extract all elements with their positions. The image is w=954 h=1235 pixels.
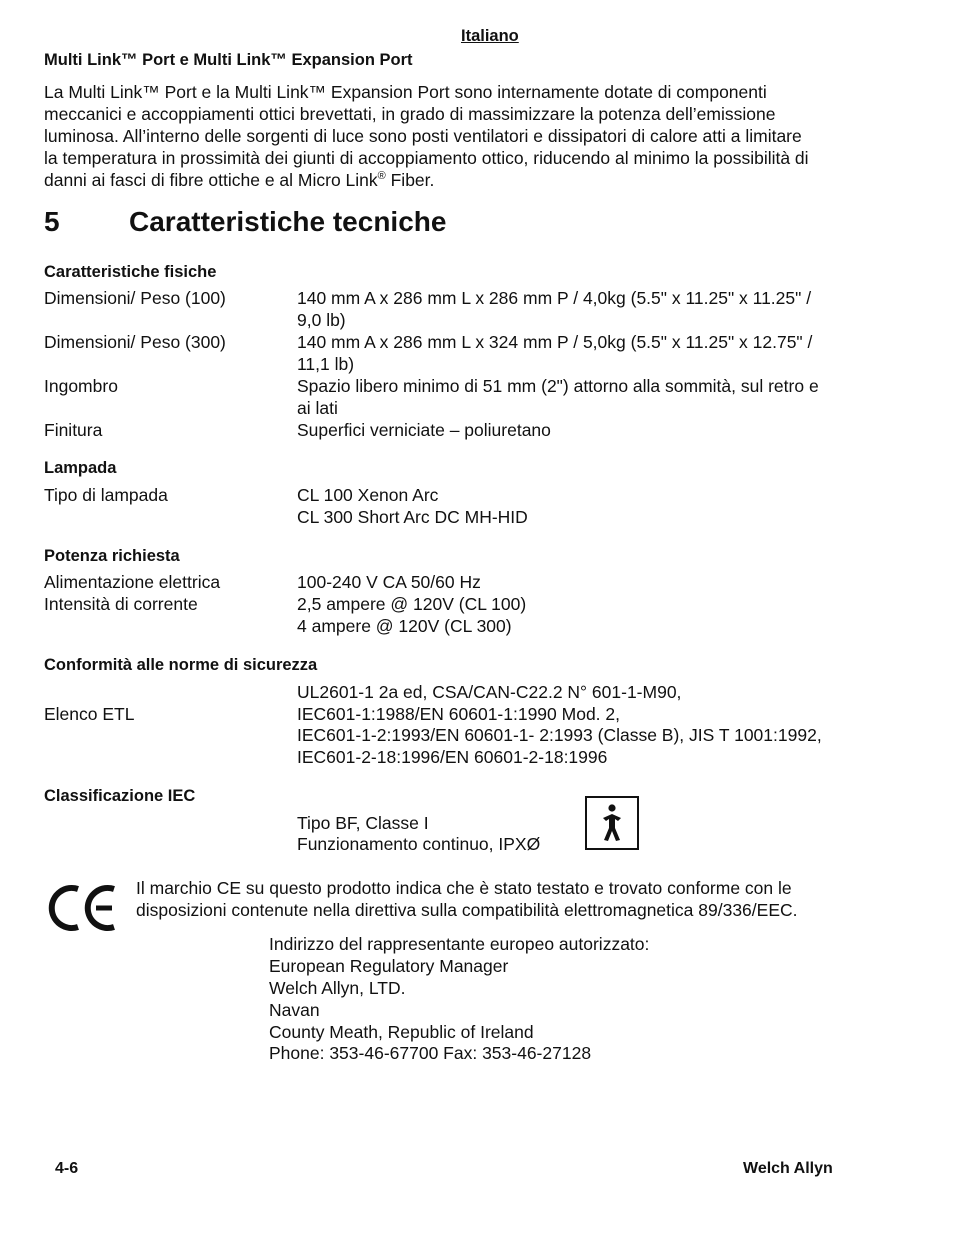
power-supply-value: 100-240 V CA 50/60 Hz xyxy=(297,572,481,592)
intro-line: La Multi Link™ Port e la Multi Link™ Expansion Port sono internamente dotate di componenti xyxy=(44,82,767,102)
spec-label: Dimensioni/ Peso (100) xyxy=(44,288,226,308)
ce-text-line: Il marchio CE su questo prodotto indica che è stato testato e trovato conforme con le xyxy=(136,878,792,898)
registered-mark: ® xyxy=(377,170,386,183)
ce-mark-icon xyxy=(48,881,118,935)
ce-text-line: disposizioni contenute nella direttiva sulla compatibilità elettromagnetica 89/336/EEC. xyxy=(136,900,798,920)
safety-value: UL2601-1 2a ed, CSA/CAN-C22.2 N° 601-1-M90, xyxy=(297,682,682,702)
language-heading: Italiano xyxy=(461,27,519,45)
rep-line: Welch Allyn, LTD. xyxy=(269,978,406,998)
rep-line: County Meath, Republic of Ireland xyxy=(269,1022,534,1042)
page-number: 4-6 xyxy=(55,1160,79,1177)
spec-value: Superfici verniciate – poliuretano xyxy=(297,420,551,440)
spec-value: 140 mm A x 286 mm L x 286 mm P / 4,0kg (5.5" x 11.25" x 11.25" / xyxy=(297,288,812,308)
section-title: Caratteristiche tecniche xyxy=(129,206,447,237)
iec-value: Tipo BF, Classe I xyxy=(297,813,429,833)
spec-value: 9,0 lb) xyxy=(297,310,346,330)
spec-value: 11,1 lb) xyxy=(297,354,355,374)
intro-title: Multi Link™ Port e Multi Link™ Expansion Port xyxy=(44,51,413,69)
rep-line: Indirizzo del rappresentante europeo autorizzato: xyxy=(269,934,650,954)
intro-last-pre: danni ai fasci di fibre ottiche e al Micro Link xyxy=(44,170,378,190)
intro-line: la temperatura in prossimità dei giunti di accoppiamento ottico, riducendo al minimo la possibilità di xyxy=(44,148,809,168)
iec-heading: Classificazione IEC xyxy=(44,787,196,805)
spec-value: Spazio libero minimo di 51 mm (2") attorno alla sommità, sul retro e xyxy=(297,376,819,396)
rep-line: European Regulatory Manager xyxy=(269,956,509,976)
lamp-label: Tipo di lampada xyxy=(44,485,168,505)
power-heading: Potenza richiesta xyxy=(44,547,180,565)
section-heading xyxy=(44,206,446,238)
iec-value: Funzionamento continuo, IPXØ xyxy=(297,834,541,854)
intro-line-last xyxy=(44,169,894,191)
spec-label: Finitura xyxy=(44,420,103,440)
intro-line: meccanici e accoppiamenti ottici brevettati, in grado di massimizzare la potenza dell’emissione xyxy=(44,104,776,124)
current-value: 4 ampere @ 120V (CL 300) xyxy=(297,616,512,636)
spec-value: ai lati xyxy=(297,398,338,418)
spec-value: 140 mm A x 286 mm L x 324 mm P / 5,0kg (5.5" x 11.25" x 12.75" / xyxy=(297,332,813,352)
type-bf-figure xyxy=(587,798,637,848)
safety-heading: Conformità alle norme di sicurezza xyxy=(44,656,318,674)
lamp-value: CL 300 Short Arc DC MH-HID xyxy=(297,507,528,527)
company-name: Welch Allyn xyxy=(743,1160,833,1177)
safety-value: IEC601-1:1988/EN 60601-1:1990 Mod. 2, xyxy=(297,704,620,724)
lamp-heading: Lampada xyxy=(44,459,117,477)
type-bf-person-icon xyxy=(585,796,639,850)
lamp-value: CL 100 Xenon Arc xyxy=(297,485,439,505)
intro-line: luminosa. All’interno delle sorgenti di luce sono posti ventilatori e dissipatori di calore atti a limitare xyxy=(44,126,802,146)
rep-line: Navan xyxy=(269,1000,320,1020)
intro-paragraph xyxy=(44,81,894,191)
section-number: 5 xyxy=(44,206,60,237)
spec-label: Dimensioni/ Peso (300) xyxy=(44,332,226,352)
current-value: 2,5 ampere @ 120V (CL 100) xyxy=(297,594,527,614)
safety-value: IEC601-1-2:1993/EN 60601-1- 2:1993 (Classe B), JIS T 1001:1992, xyxy=(297,725,822,745)
power-supply-label: Alimentazione elettrica xyxy=(44,572,221,592)
intro-last-post: Fiber. xyxy=(385,170,435,190)
safety-label: Elenco ETL xyxy=(44,704,135,724)
physical-heading: Caratteristiche fisiche xyxy=(44,263,217,281)
current-label: Intensità di corrente xyxy=(44,594,198,614)
spec-label: Ingombro xyxy=(44,376,118,396)
rep-line: Phone: 353-46-67700 Fax: 353-46-27128 xyxy=(269,1043,592,1063)
safety-value: IEC601-2-18:1996/EN 60601-2-18:1996 xyxy=(297,747,608,767)
